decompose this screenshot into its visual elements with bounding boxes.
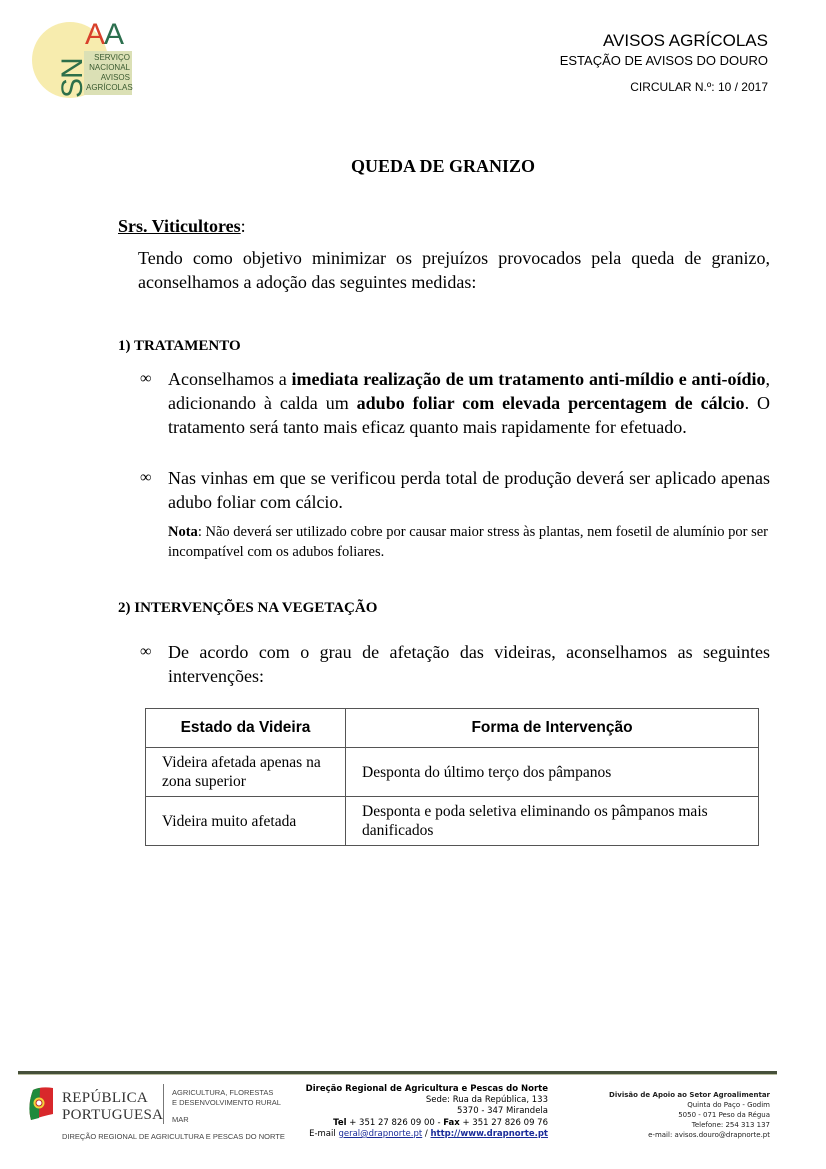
infinity-bullet-icon: ∞ bbox=[140, 370, 152, 387]
section-heading-tratamento: 1) TRATAMENTO bbox=[118, 338, 241, 354]
table-row bbox=[146, 797, 759, 846]
ministry-name: AGRICULTURA, FLORESTAS E DESENVOLVIMENTO RURAL MAR bbox=[172, 1088, 281, 1124]
org-title: AVISOS AGRÍCOLAS bbox=[602, 31, 768, 50]
table-cell: Desponta e poda seletiva eliminando os pâmpanos mais danificados bbox=[346, 797, 759, 846]
logo-aa: AA bbox=[85, 18, 124, 51]
infinity-bullet-icon: ∞ bbox=[140, 643, 152, 660]
footer-contact-main: Direção Regional de Agricultura e Pescas do Norte Sede: Rua da República, 133 5370 - 347 Mirandela Tel + 351 27 826 09 00 - Fax + 351 27 826 09 76 E-mail geral@drapnorte.pt / http://www.drapnorte.pt bbox=[305, 1084, 548, 1139]
logo-sn: SN bbox=[56, 58, 89, 98]
list-item: ∞ Aconselhamos a imediata realização de um tratamento anti-míldio e anti-oídio, adicionando à calda um adubo foliar com elevada percentagem de cálcio. O tratamento será tanto mais eficaz quanto mais rapidamente for efetuado. bbox=[140, 369, 771, 437]
infinity-bullet-icon: ∞ bbox=[140, 469, 152, 486]
table-cell: Videira muito afetada bbox=[146, 797, 346, 846]
snaa-logo bbox=[28, 20, 138, 100]
table-cell: Videira afetada apenas na zona superior bbox=[146, 748, 346, 797]
logo-words: SERVIÇO NACIONAL AVISOS AGRÍCOLAS bbox=[86, 53, 133, 92]
list-item: ∞ De acordo com o grau de afetação das videiras, aconselhamos as seguintes intervenções: bbox=[140, 642, 770, 686]
document-title: QUEDA DE GRANIZO bbox=[350, 156, 536, 176]
table-header: Estado da Videira bbox=[146, 709, 346, 748]
footer-contact-division: Divisão de Apoio ao Setor Agroalimentar Quinta do Paço - Godim 5050 - 071 Peso da Régua Telefone: 254 313 137 e-mail: avisos.douro@drapnorte.pt bbox=[609, 1091, 770, 1139]
footer-divider bbox=[18, 1071, 777, 1075]
table-cell: Desponta do último terço dos pâmpanos bbox=[346, 748, 759, 797]
email-link[interactable]: geral@drapnorte.pt bbox=[338, 1128, 423, 1139]
table-header-row bbox=[146, 709, 759, 748]
circular-number: CIRCULAR N.º: 10 / 2017 bbox=[630, 80, 768, 94]
list-item: ∞ Nas vinhas em que se verificou perda total de produção deverá ser aplicado apenas adubo foliar com cálcio. bbox=[140, 468, 770, 512]
header-info bbox=[560, 30, 768, 96]
note: Nota: Não deverá ser utilizado cobre por causar maior stress às plantas, nem fosetil de alumínio por ser incompatível com os adubos foliares. bbox=[168, 524, 768, 560]
republica-portuguesa-logo: REPÚBLICA PORTUGUESA bbox=[62, 1090, 164, 1123]
intro-paragraph: Tendo como objetivo minimizar os prejuízos provocados pela queda de granizo, aconselhamos a adoção das seguintes medidas: bbox=[138, 248, 770, 292]
logo-separator bbox=[163, 1084, 164, 1124]
drap-norte-name: DIREÇÃO REGIONAL DE AGRICULTURA E PESCAS DO NORTE bbox=[62, 1132, 285, 1141]
section-heading-intervencoes: 2) INTERVENÇÕES NA VEGETAÇÃO bbox=[118, 600, 378, 616]
portugal-flag-icon bbox=[27, 1086, 55, 1122]
table-header: Forma de Intervenção bbox=[346, 709, 759, 748]
greeting: Srs. Viticultores: bbox=[118, 216, 246, 236]
website-link[interactable]: http://www.drapnorte.pt bbox=[430, 1128, 548, 1139]
table-row bbox=[146, 748, 759, 797]
intervention-table bbox=[145, 708, 759, 846]
station-name: ESTAÇÃO DE AVISOS DO DOURO bbox=[559, 53, 768, 68]
